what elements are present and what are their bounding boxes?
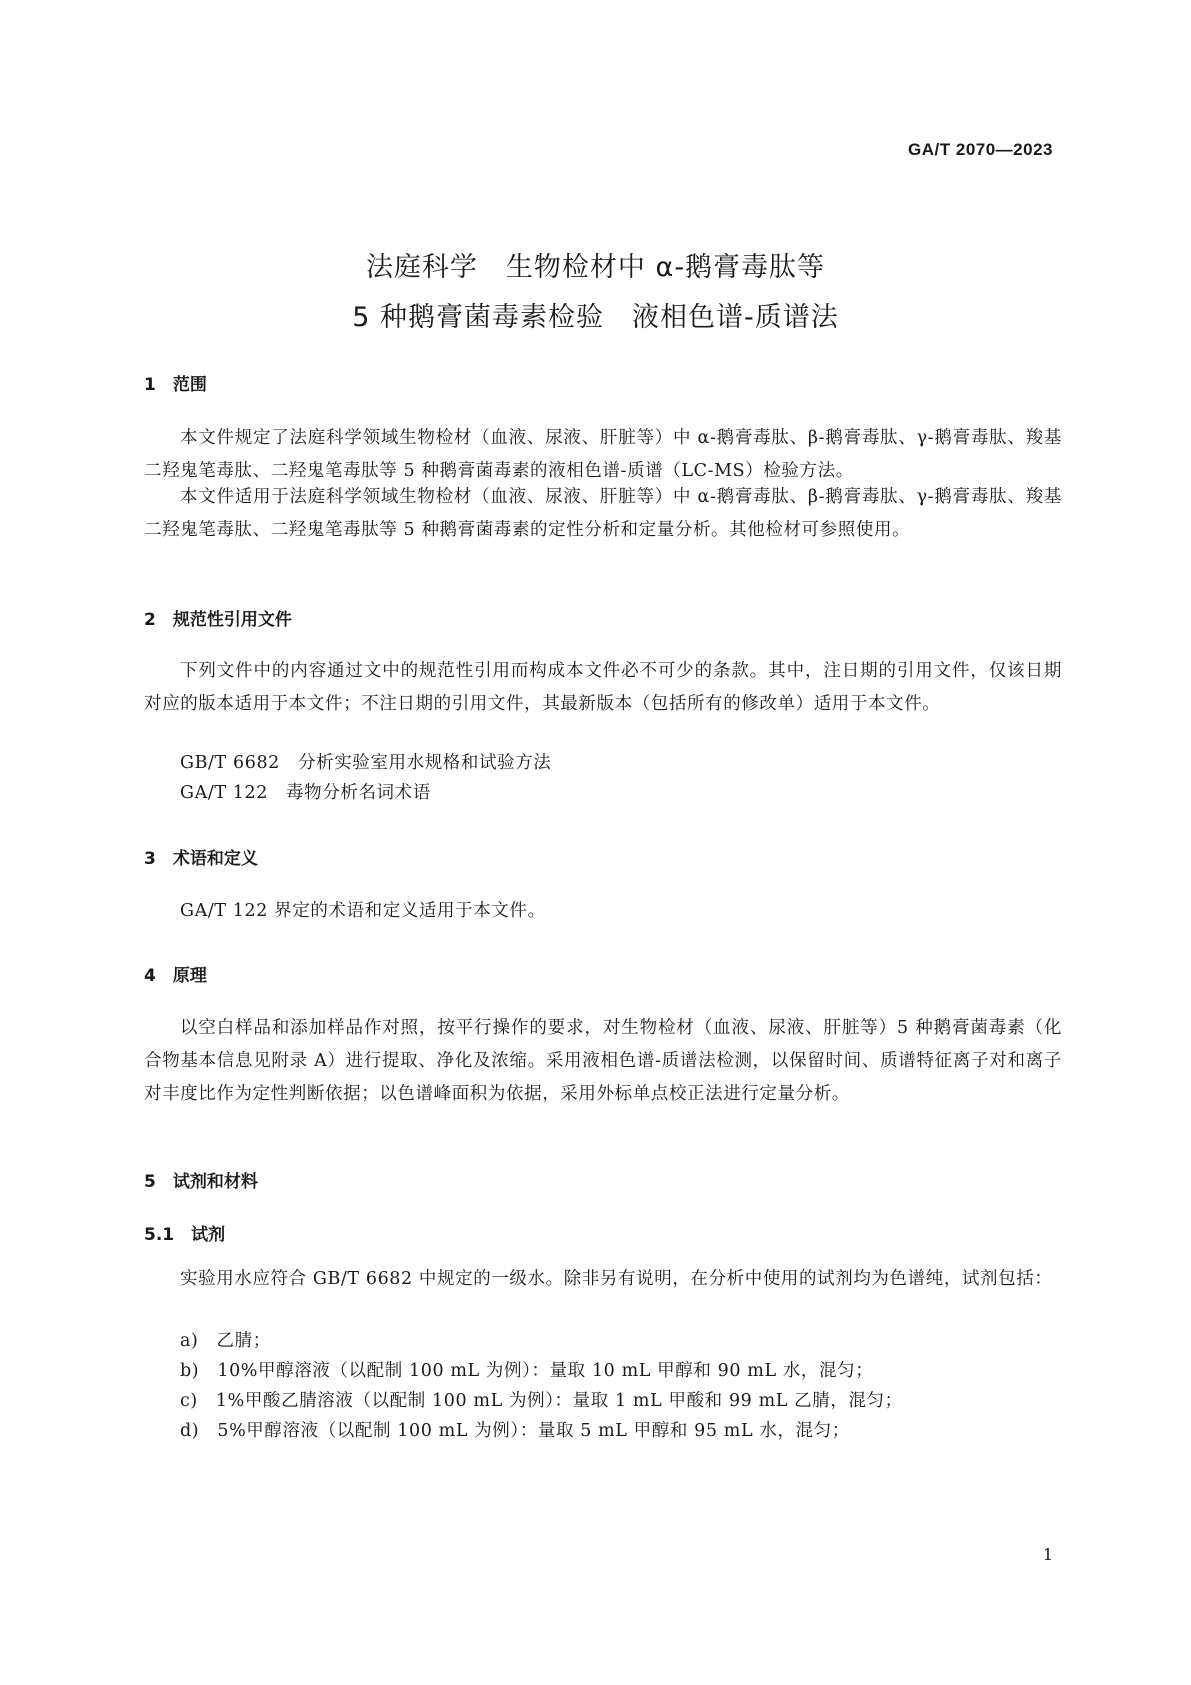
normative-reference-1: GB/T 6682 分析实验室用水规格和试验方法: [180, 753, 552, 773]
section-5-1-heading: 5.1 试剂: [144, 1225, 226, 1245]
reagent-item: c) 1%甲酸乙腈溶液（以配制 100 mL 为例）：量取 1 mL 甲酸和 99 mL 乙腈，混匀；: [180, 1391, 903, 1411]
standard-number: GA/T 2070—2023: [908, 140, 1053, 159]
normative-reference-2: GA/T 122 毒物分析名词术语: [180, 783, 431, 803]
section-5-heading: 5 试剂和材料: [144, 1172, 258, 1192]
section-1-paragraph-1: 本文件规定了法庭科学领域生物检材（血液、尿液、肝脏等）中 α-鹅膏毒肽、β-鹅膏毒肽、γ-鹅膏毒肽、羧基二羟鬼笔毒肽、二羟鬼笔毒肽等 5 种鹅膏菌毒素的液相色谱-质谱（LC-MS）检验方法。: [144, 428, 1062, 481]
page-number: 1: [1042, 1545, 1053, 1564]
section-2-paragraph-1: 下列文件中的内容通过文中的规范性引用而构成本文件必不可少的条款。其中，注日期的引用文件，仅该日期对应的版本适用于本文件；不注日期的引用文件，其最新版本（包括所有的修改单）适用于本文件。: [144, 661, 1062, 714]
document-title: [0, 243, 1191, 343]
reagent-item: b) 10%甲醇溶液（以配制 100 mL 为例）：量取 10 mL 甲醇和 90 mL 水，混匀；: [180, 1361, 874, 1381]
title-line-1: 法庭科学 生物检材中 α-鹅膏毒肽等: [365, 252, 826, 283]
section-5-1-paragraph-1: 实验用水应符合 GB/T 6682 中规定的一级水。除非另有说明，在分析中使用的试剂均为色谱纯，试剂包括：: [180, 1269, 1053, 1289]
reagent-item: a) 乙腈；: [180, 1331, 271, 1351]
title-line-2: 5 种鹅膏菌毒素检验 液相色谱-质谱法: [352, 302, 839, 333]
section-1-heading: 1 范围: [144, 375, 207, 395]
section-2-heading: 2 规范性引用文件: [144, 610, 292, 630]
section-4-heading: 4 原理: [144, 966, 207, 986]
section-4-paragraph-1: 以空白样品和添加样品作对照，按平行操作的要求，对生物检材（血液、尿液、肝脏等）5 种鹅膏菌毒素（化合物基本信息见附录 A）进行提取、净化及浓缩。采用液相色谱-质谱法检测，以保留时间、质谱特征离子对和离子对丰度比作为定性判断依据；以色谱峰面积为依据，采用外标单点校正法进行定量分析。: [144, 1018, 1062, 1104]
section-3-heading: 3 术语和定义: [144, 849, 258, 869]
section-1-paragraph-2: 本文件适用于法庭科学领域生物检材（血液、尿液、肝脏等）中 α-鹅膏毒肽、β-鹅膏毒肽、γ-鹅膏毒肽、羧基二羟鬼笔毒肽、二羟鬼笔毒肽等 5 种鹅膏菌毒素的定性分析和定量分析。其他检材可参照使用。: [144, 487, 1062, 540]
reagent-item: d) 5%甲醇溶液（以配制 100 mL 为例）：量取 5 mL 甲醇和 95 mL 水，混匀；: [180, 1421, 850, 1441]
section-3-paragraph-1: GA/T 122 界定的术语和定义适用于本文件。: [180, 901, 546, 921]
